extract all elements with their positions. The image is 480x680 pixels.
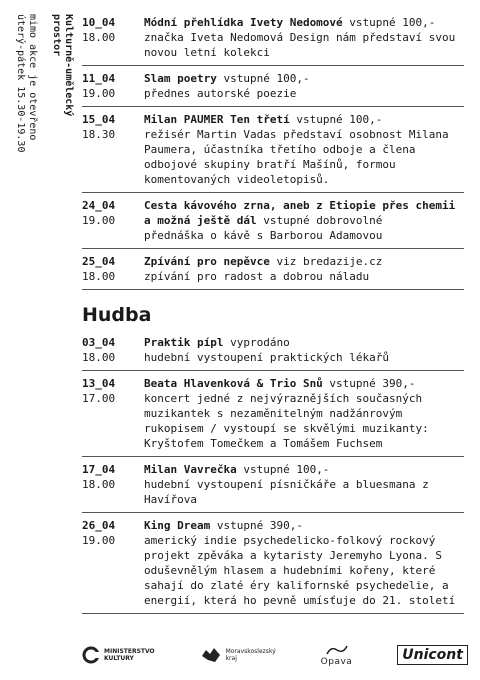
venue-line-1: Kulturně-umělecký bbox=[63, 14, 74, 117]
event-date: 03_04 bbox=[82, 336, 116, 349]
event-price: vstupné dobrovolné bbox=[256, 214, 383, 227]
event-body: přednes autorské poezie bbox=[144, 87, 297, 100]
ministry-logo bbox=[82, 646, 155, 664]
event-time: 19.00 bbox=[82, 534, 116, 547]
event-date: 17_04 bbox=[82, 463, 116, 476]
section-heading-hudba: Hudba bbox=[82, 304, 152, 326]
program-list bbox=[82, 12, 464, 614]
event-description bbox=[144, 335, 464, 365]
event-row bbox=[82, 192, 464, 248]
event-date: 10_04 bbox=[82, 16, 116, 29]
event-price: vyprodáno bbox=[223, 336, 290, 349]
event-body: americký indie psychedelicko-folkový rockový projekt zpěváka a kytaristy Jeremyho Lyona. S oduševnělým hlasem a hudebními kořeny, které sahají do zlaté éry kalifornské psychedelie, a energií, která ho pevně umísťuje do 21. století bbox=[144, 534, 456, 607]
event-title: Praktik pípl bbox=[144, 336, 224, 349]
event-price: vstupné 100,- bbox=[216, 72, 310, 85]
event-body: režisér Martin Vadas představí osobnost Milana Paumera, účastníka třetího odboje a člena odbojové skupiny bratří Mašínů, formou komentovaných videoletopisů. bbox=[144, 128, 449, 186]
hours-line-1: mimo akce je otevřeno bbox=[27, 14, 38, 141]
event-title: Cesta kávového zrna, aneb z Etiopie přes chemii a možná ještě dál bbox=[144, 199, 456, 227]
event-body: koncert jedné z nejvýraznějších současných muzikantek s nezaměnitelným nadžánrovým rukopisem / vystoupí se skvělými muzikanty: Kryštofem Tomečkem a Tomášem Fuchsem bbox=[144, 392, 429, 450]
opava-logo bbox=[321, 644, 353, 667]
event-body: hudební vystoupení písničkáře a bluesmana z Havířova bbox=[144, 478, 429, 506]
opava-text: Opava bbox=[320, 656, 353, 667]
event-body: zpívání pro radost a dobrou náladu bbox=[144, 270, 370, 283]
venue-name bbox=[50, 14, 74, 152]
hours-line-2: úterý-pátek 15.30-19.30 bbox=[15, 14, 26, 153]
event-date: 25_04 bbox=[82, 255, 116, 268]
event-date-block bbox=[82, 198, 144, 243]
opening-hours bbox=[14, 14, 38, 152]
event-description bbox=[144, 376, 464, 451]
event-title: Beata Hlavenková & Trio Snů bbox=[144, 377, 323, 390]
event-title: Milan Vavrečka bbox=[144, 463, 237, 476]
event-row bbox=[82, 248, 464, 290]
event-time: 19.00 bbox=[82, 214, 116, 227]
event-date: 11_04 bbox=[82, 72, 116, 85]
venue-line-2: prostor bbox=[51, 14, 62, 57]
event-date: 15_04 bbox=[82, 113, 116, 126]
event-date-block bbox=[82, 254, 144, 284]
ministry-line-1: MINISTERSTVO bbox=[104, 648, 155, 655]
event-date-block bbox=[82, 335, 144, 365]
event-date: 13_04 bbox=[82, 377, 116, 390]
event-date-block bbox=[82, 462, 144, 507]
event-date-block bbox=[82, 518, 144, 608]
event-row bbox=[82, 512, 464, 614]
music-events bbox=[82, 332, 464, 614]
event-row bbox=[82, 65, 464, 106]
ministry-line-2: KULTURY bbox=[104, 655, 134, 662]
top-events bbox=[82, 12, 464, 290]
opava-logo-icon bbox=[325, 644, 349, 656]
event-date-block bbox=[82, 112, 144, 187]
sponsor-logos bbox=[82, 640, 468, 670]
venue-sidebar bbox=[14, 14, 74, 152]
event-time: 18.00 bbox=[82, 31, 116, 44]
event-title: Módní přehlídka Ivety Nedomové bbox=[144, 16, 343, 29]
event-date: 24_04 bbox=[82, 199, 116, 212]
event-description bbox=[144, 462, 464, 507]
region-logo-icon bbox=[200, 646, 222, 664]
event-price: vstupné 390,- bbox=[210, 519, 303, 532]
event-title: Milan PAUMER Ten třetí bbox=[144, 113, 290, 126]
event-body: přednáška o kávě s Barborou Adamovou bbox=[144, 229, 383, 242]
event-description bbox=[144, 198, 464, 243]
event-row bbox=[82, 332, 464, 370]
region-line-1: Moravskoslezský bbox=[225, 648, 276, 655]
unicont-logo bbox=[397, 645, 468, 665]
event-price: vstupné 100,- bbox=[236, 463, 330, 476]
event-date-block bbox=[82, 15, 144, 60]
unicont-text: Unicont bbox=[402, 647, 463, 663]
event-title: King Dream bbox=[144, 519, 211, 532]
event-title: Zpívání pro nepěvce bbox=[144, 255, 270, 268]
event-title: Slam poetry bbox=[144, 72, 217, 85]
event-row bbox=[82, 456, 464, 512]
ministry-logo-icon bbox=[82, 646, 100, 664]
event-row bbox=[82, 370, 464, 456]
event-price: viz bredazije.cz bbox=[269, 255, 383, 268]
event-description bbox=[144, 15, 464, 60]
event-description bbox=[144, 254, 464, 284]
event-time: 19.00 bbox=[82, 87, 116, 100]
event-price: vstupné 390,- bbox=[322, 377, 416, 390]
region-logo bbox=[200, 646, 276, 664]
event-time: 18.00 bbox=[82, 270, 116, 283]
event-description bbox=[144, 71, 464, 101]
event-time: 18.30 bbox=[82, 128, 116, 141]
event-time: 18.00 bbox=[82, 351, 116, 364]
event-time: 17.00 bbox=[82, 392, 116, 405]
event-date-block bbox=[82, 376, 144, 451]
event-description bbox=[144, 518, 464, 608]
region-line-2: kraj bbox=[225, 655, 237, 662]
event-date: 26_04 bbox=[82, 519, 116, 532]
event-price: vstupné 100,- bbox=[342, 16, 436, 29]
event-time: 18.00 bbox=[82, 478, 116, 491]
event-description bbox=[144, 112, 464, 187]
event-date-block bbox=[82, 71, 144, 101]
event-body: značka Iveta Nedomová Design nám představí svou novou letní kolekci bbox=[144, 31, 456, 59]
event-row bbox=[82, 106, 464, 192]
event-price: vstupné 100,- bbox=[289, 113, 383, 126]
event-body: hudební vystoupení praktických lékařů bbox=[144, 351, 390, 364]
event-row bbox=[82, 12, 464, 65]
